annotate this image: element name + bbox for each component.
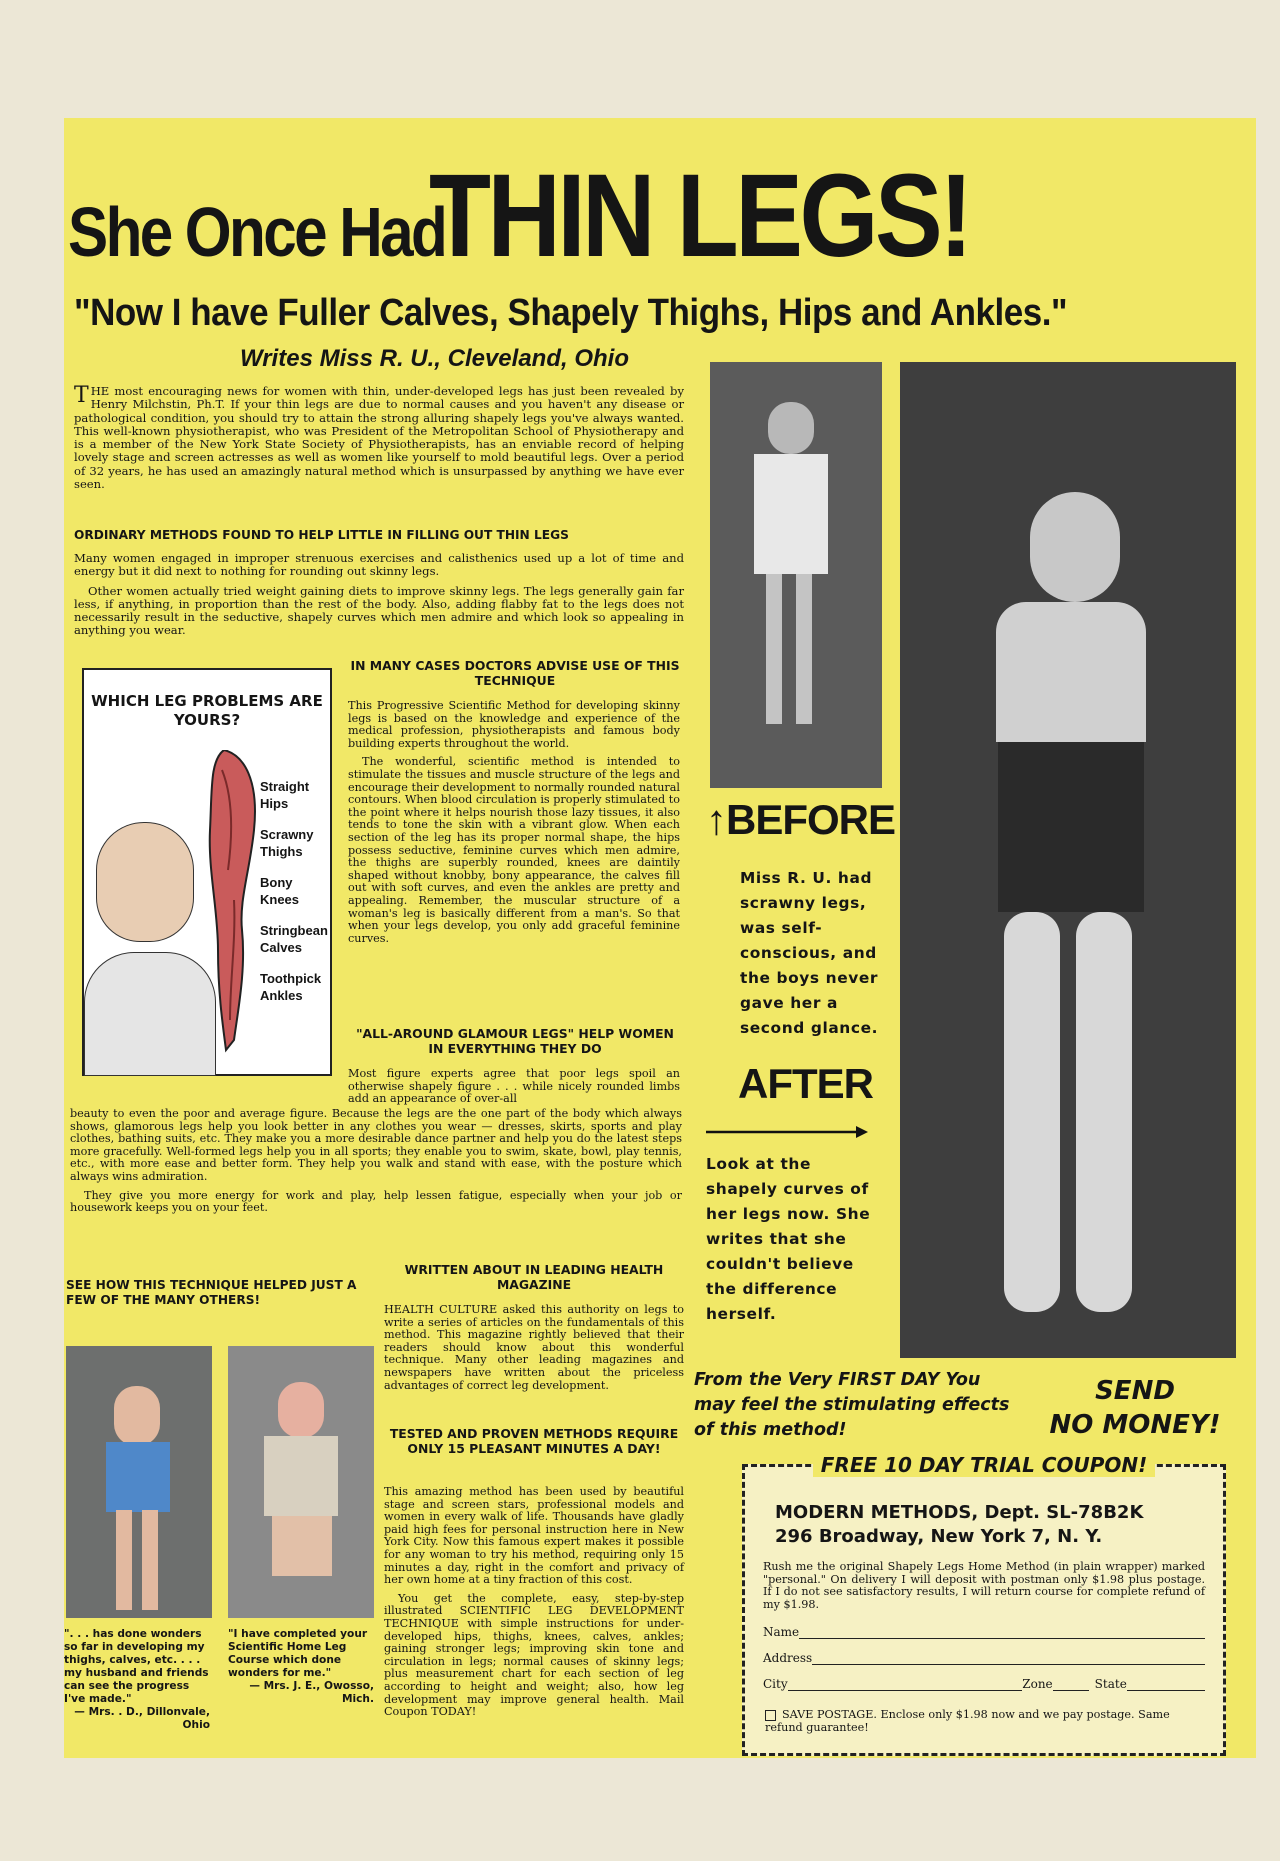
city-row bbox=[763, 1677, 1205, 1691]
glamour-p1b: beauty to even the poor and average figure. Because the legs are the one part of the body which always shows, glamorous legs help you look better in any clothes you wear — dresses, skirts, sports and play clothes, bathing suits, etc. They make you a more desirable dance partner and help you do the latest steps more gracefully. Well-formed legs help you in all sports; they enable you to swim, skate, bowl, play tennis, etc., with more ease and better form. They help you walk and stand with ease, with the posture which always wins admiration. bbox=[70, 1107, 682, 1183]
name-label: Name bbox=[763, 1625, 800, 1639]
section-ordinary bbox=[74, 552, 684, 644]
heading-tested: TESTED AND PROVEN METHODS REQUIRE ONLY 15 PLEASANT MINUTES A DAY! bbox=[389, 1426, 679, 1456]
coupon-title-wrap bbox=[745, 1453, 1223, 1477]
save-postage-row bbox=[765, 1709, 1205, 1734]
testimonial-1-author: — Mrs. . D., Dillonvale, Ohio bbox=[74, 1706, 210, 1731]
problem-ankles-b: Ankles bbox=[260, 988, 303, 1003]
arrow-up-icon: ↑ bbox=[706, 796, 726, 843]
before-caption: Miss R. U. had scrawny legs, was self-conscious, and the boys never gave her a second glance. bbox=[740, 869, 879, 1037]
arrow-right-icon bbox=[704, 1124, 870, 1140]
before-label-text: BEFORE bbox=[726, 796, 896, 843]
byline: Writes Miss R. U., Cleveland, Ohio bbox=[240, 345, 629, 372]
section-glamour-cont bbox=[70, 1108, 682, 1221]
problem-knees-b: Knees bbox=[260, 892, 300, 907]
coupon-company: MODERN METHODS, Dept. SL-78B2K bbox=[775, 1502, 1144, 1523]
coupon-address: 296 Broadway, New York 7, N. Y. bbox=[775, 1526, 1103, 1547]
testimonials-heading: SEE HOW THIS TECHNIQUE HELPED JUST A FEW OF THE MANY OTHERS! bbox=[66, 1278, 357, 1307]
before-label bbox=[706, 796, 895, 844]
send-text: SEND bbox=[1095, 1376, 1175, 1406]
coupon-body: Rush me the original Shapely Legs Home Method (in plain wrapper) marked "personal." On delivery I will deposit with postman only $1.98 plus postage. If I do not see satisfactory results, I will return course for complete refund of my $1.98. bbox=[763, 1560, 1205, 1611]
problem-knees bbox=[260, 874, 328, 908]
no-money-text: NO MONEY! bbox=[1049, 1410, 1221, 1440]
send-no-money bbox=[1049, 1374, 1221, 1442]
doctor-illustration bbox=[84, 802, 214, 1074]
coupon-fields bbox=[763, 1625, 1205, 1691]
problem-thighs-b: Thighs bbox=[260, 844, 303, 859]
first-day-text: From the Very FIRST DAY You may feel the stimulating effects of this method! bbox=[694, 1370, 1010, 1440]
problem-thighs-a: Scrawny bbox=[260, 827, 314, 842]
tested-p2: You get the complete, easy, step-by-step illustrated SCIENTIFIC LEG DEVELOPMENT TECHNIQUE with simple instructions for under-developed hips, thighs, knees, calves, ankles; gaining stronger legs; improving skin tone and circulation in legs; normal causes of skinny legs; plus measurement chart for each section of leg according to height and weight; also, how leg development may improve general health. Mail Coupon TODAY! bbox=[384, 1591, 684, 1719]
section-magazine bbox=[384, 1304, 684, 1398]
heading-doctors: IN MANY CASES DOCTORS ADVISE USE OF THIS TECHNIQUE bbox=[350, 658, 680, 688]
address-row bbox=[763, 1651, 1205, 1665]
headline-lead: She Once Had bbox=[68, 193, 446, 271]
heading-ordinary: ORDINARY METHODS FOUND TO HELP LITTLE IN FILLING OUT THIN LEGS bbox=[74, 528, 569, 542]
leg-problems-title: WHICH LEG PROBLEMS ARE YOURS? bbox=[91, 692, 323, 729]
state-label: State bbox=[1094, 1677, 1127, 1691]
zone-field[interactable] bbox=[1053, 1677, 1089, 1691]
after-photo bbox=[900, 362, 1236, 1358]
doctors-p2: The wonderful, scientific method is intended to stimulate the tissues and muscle structure of the legs and encourage their development to normally rounded natural contours. When blood circulation is properly stimulated to the point where it helps nourish those lazy tissues, it also tends to tone the skin with a vibrant glow. When each section of the leg has its proper normal shape, the hips possess seductive, feminine curves which men admire, the thighs are superbly rounded, knees are daintily shaped without knobby, bony appearance, the calves fill out with soft curves, and even the ankles are pretty and appealing. Remember, the muscular structure of a woman's leg is basically different from a man's. So that when your legs develop, you only add graceful feminine curves. bbox=[348, 755, 680, 945]
leg-problems-box bbox=[82, 668, 332, 1076]
save-postage-text: SAVE POSTAGE. Enclose only $1.98 now and we pay postage. Same refund guarantee! bbox=[765, 1708, 1170, 1734]
magazine-p1: HEALTH CULTURE asked this authority on legs to write a series of articles on the fundamentals of this method. This magazine rightly believed that their readers should know about this wonderful technique. Many other leading magazines and newspapers have written about the priceless advantages of correct leg development. bbox=[384, 1303, 684, 1392]
intro-paragraph bbox=[74, 385, 684, 491]
problem-labels bbox=[260, 778, 328, 1004]
testimonial-1 bbox=[64, 1628, 210, 1732]
problem-ankles-a: Toothpick bbox=[260, 971, 322, 986]
after-label: AFTER bbox=[738, 1060, 873, 1107]
zone-label: Zone bbox=[1022, 1677, 1053, 1691]
testimonial-1-quote: ". . . has done wonders so far in developing my thighs, calves, etc. . . . my husband and friends can see the progress I've made." bbox=[64, 1628, 209, 1705]
glamour-p2: They give you more energy for work and play, help lessen fatigue, especially when your job or housework keeps you on your feet. bbox=[70, 1188, 682, 1215]
drop-cap: T bbox=[74, 383, 89, 408]
problem-thighs bbox=[260, 826, 328, 860]
problem-ankles bbox=[260, 970, 328, 1004]
before-photo bbox=[710, 362, 882, 788]
testimonial-2-quote: "I have completed your Scientific Home Leg Course which done wonders for me." bbox=[228, 1628, 368, 1679]
problem-hips bbox=[260, 778, 328, 812]
heading-glamour: "ALL-AROUND GLAMOUR LEGS" HELP WOMEN IN EVERYTHING THEY DO bbox=[356, 1026, 674, 1056]
heading-magazine: WRITTEN ABOUT IN LEADING HEALTH MAGAZINE bbox=[404, 1262, 664, 1292]
intro-text: HE most encouraging news for women with thin, under-developed legs has just been revealed by Henry Milchstin, Ph.T. If your thin legs are due to normal causes and you haven't any disease or pathological condition, you should try to attain the strong alluring shapely legs you've always wanted. This well-known physiotherapist, who was President of the Metropolitan School of Physiotherapy and is a member of the New York State Society of Physiotherapists, has an enviable record of helping lovely stage and screen actresses as well as women like yourself to mold beautiful legs. Over a period of 32 years, he has used an amazingly natural method which is unsurpassed by anything we have ever seen. bbox=[74, 384, 684, 492]
leg-anatomy-illustration bbox=[204, 750, 264, 1070]
doctors-p1: This Progressive Scientific Method for developing skinny legs is based on the knowledge and experience of the medical profession, physiotherapists and famous body building experts throughout the world. bbox=[348, 699, 680, 750]
problem-calves-b: Calves bbox=[260, 940, 302, 955]
subheadline-quote: "Now I have Fuller Calves, Shapely Thighs, Hips and Ankles." bbox=[74, 292, 1068, 334]
trial-coupon[interactable] bbox=[742, 1453, 1226, 1756]
testimonial-2-author: — Mrs. J. E., Owosso, Mich. bbox=[249, 1680, 374, 1705]
headline-main: THIN LEGS! bbox=[428, 150, 970, 282]
problem-calves bbox=[260, 922, 328, 956]
problem-calves-a: Stringbean bbox=[260, 923, 328, 938]
city-label: City bbox=[763, 1677, 788, 1691]
problem-knees-a: Bony bbox=[260, 875, 293, 890]
name-row bbox=[763, 1625, 1205, 1639]
testimonial-photo-1 bbox=[66, 1346, 212, 1618]
name-field[interactable] bbox=[799, 1625, 1205, 1639]
tested-p1: This amazing method has been used by beautiful stage and screen stars, professional models and women in every walk of life. Thousands have gladly paid high fees for personal instruction here in New York City. Now this famous expert makes it possible for any woman to try his method, requiring only 15 minutes a day, right in the comfort and privacy of her own home at a tiny fraction of this cost. bbox=[384, 1485, 684, 1587]
city-field[interactable] bbox=[788, 1677, 1023, 1691]
ordinary-p1: Many women engaged in improper strenuous exercises and calisthenics used up a lot of time and energy but it did next to nothing for rounding out skinny legs. bbox=[74, 551, 684, 579]
problem-hips-a: Straight bbox=[260, 779, 310, 794]
save-postage-checkbox[interactable] bbox=[765, 1710, 776, 1721]
headline bbox=[68, 148, 1254, 288]
glamour-p1a: Most figure experts agree that poor legs spoil an otherwise shapely figure . . . while nicely rounded limbs add an appearance of over-all bbox=[348, 1067, 680, 1106]
testimonial-photo-2 bbox=[228, 1346, 374, 1618]
after-caption: Look at the shapely curves of her legs now. She writes that she couldn't believe the difference herself. bbox=[706, 1155, 871, 1323]
address-field[interactable] bbox=[812, 1651, 1205, 1665]
coupon-title: FREE 10 DAY TRIAL COUPON! bbox=[813, 1453, 1155, 1477]
testimonial-2 bbox=[228, 1628, 374, 1706]
ordinary-p2: Other women actually tried weight gaining diets to improve skinny legs. The legs generally gain far less, if anything, in proportion than the rest of the body. Also, adding flabby fat to the legs does not necessarily result in the seductive, shapely curves which men admire and which look so appealing in anything you wear. bbox=[74, 583, 684, 638]
section-tested bbox=[384, 1486, 684, 1725]
problem-hips-b: Hips bbox=[260, 796, 289, 811]
section-doctors bbox=[348, 700, 680, 951]
state-field[interactable] bbox=[1127, 1677, 1205, 1691]
address-label: Address bbox=[763, 1651, 813, 1665]
